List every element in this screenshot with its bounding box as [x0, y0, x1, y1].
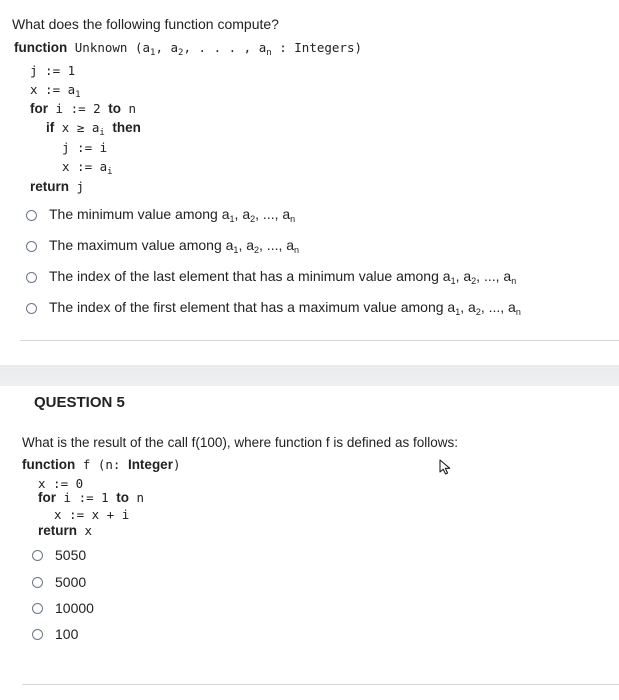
question-separator [0, 365, 619, 386]
q5-code-line: x := 0 [38, 476, 84, 491]
q4-option-3-label: The index of the last element that has a minimum value among $a_1$, $a_2$, ..., $a_n$ [49, 268, 517, 286]
radio-button[interactable] [32, 603, 43, 614]
radio-button[interactable] [26, 210, 37, 221]
q5-option-3[interactable] [32, 600, 94, 616]
radio-button[interactable] [32, 577, 43, 588]
q4-option-2[interactable] [26, 237, 299, 255]
question-5-title: QUESTION 5 [34, 394, 125, 411]
section-divider [22, 684, 619, 685]
q5-code-line: x := x + i [54, 507, 130, 522]
q4-option-1[interactable] [26, 206, 295, 224]
q4-code-line: j := 1 [30, 63, 76, 78]
section-divider [20, 340, 619, 341]
q4-signature: function Unknown ($a_1$, $a_2$, . . . , $a_n$ : Integers) [14, 40, 362, 58]
q5-signature: function f (n: Integer) [22, 457, 181, 472]
q4-code-line: if $x \ge a_i$ then [46, 120, 141, 138]
q4-option-4-label: The index of the first element that has a maximum value among $a_1$, $a_2$, ..., $a_n$ [49, 299, 521, 317]
q5-code-line: return x [38, 523, 93, 538]
q4-option-4[interactable] [26, 299, 521, 317]
radio-button[interactable] [26, 272, 37, 283]
q4-option-2-label: The maximum value among $a_1$, $a_2$, ..., $a_n$ [49, 237, 300, 255]
radio-button[interactable] [26, 303, 37, 314]
q5-option-2-label: 5000 [55, 574, 87, 590]
radio-button[interactable] [32, 629, 43, 640]
q5-option-2[interactable] [32, 574, 86, 590]
q4-code-line: return j [30, 179, 85, 194]
mouse-pointer-icon [439, 459, 453, 475]
radio-button[interactable] [32, 550, 43, 561]
q5-option-4[interactable] [32, 626, 78, 642]
question-4-prompt: What does the following function compute? [12, 16, 279, 32]
q4-code-line: x := $a_i$ [62, 159, 113, 177]
q5-option-3-label: 10000 [55, 600, 94, 616]
q4-code-line: j := i [62, 140, 108, 155]
q5-code-line: for i := 1 to n [38, 490, 145, 505]
q4-option-3[interactable] [26, 268, 516, 286]
q5-option-1[interactable] [32, 547, 86, 563]
question-5-prompt: What is the result of the call f(100), where function f is defined as follows: [22, 435, 458, 450]
q4-code-line: x := $a_1$ [30, 82, 81, 100]
q4-option-1-label: The minimum value among $a_1$, $a_2$, ..., $a_n$ [49, 206, 296, 224]
q5-option-1-label: 5050 [55, 547, 87, 563]
q4-code-line: for i := 2 to n [30, 101, 137, 116]
radio-button[interactable] [26, 241, 37, 252]
q5-option-4-label: 100 [55, 626, 79, 642]
